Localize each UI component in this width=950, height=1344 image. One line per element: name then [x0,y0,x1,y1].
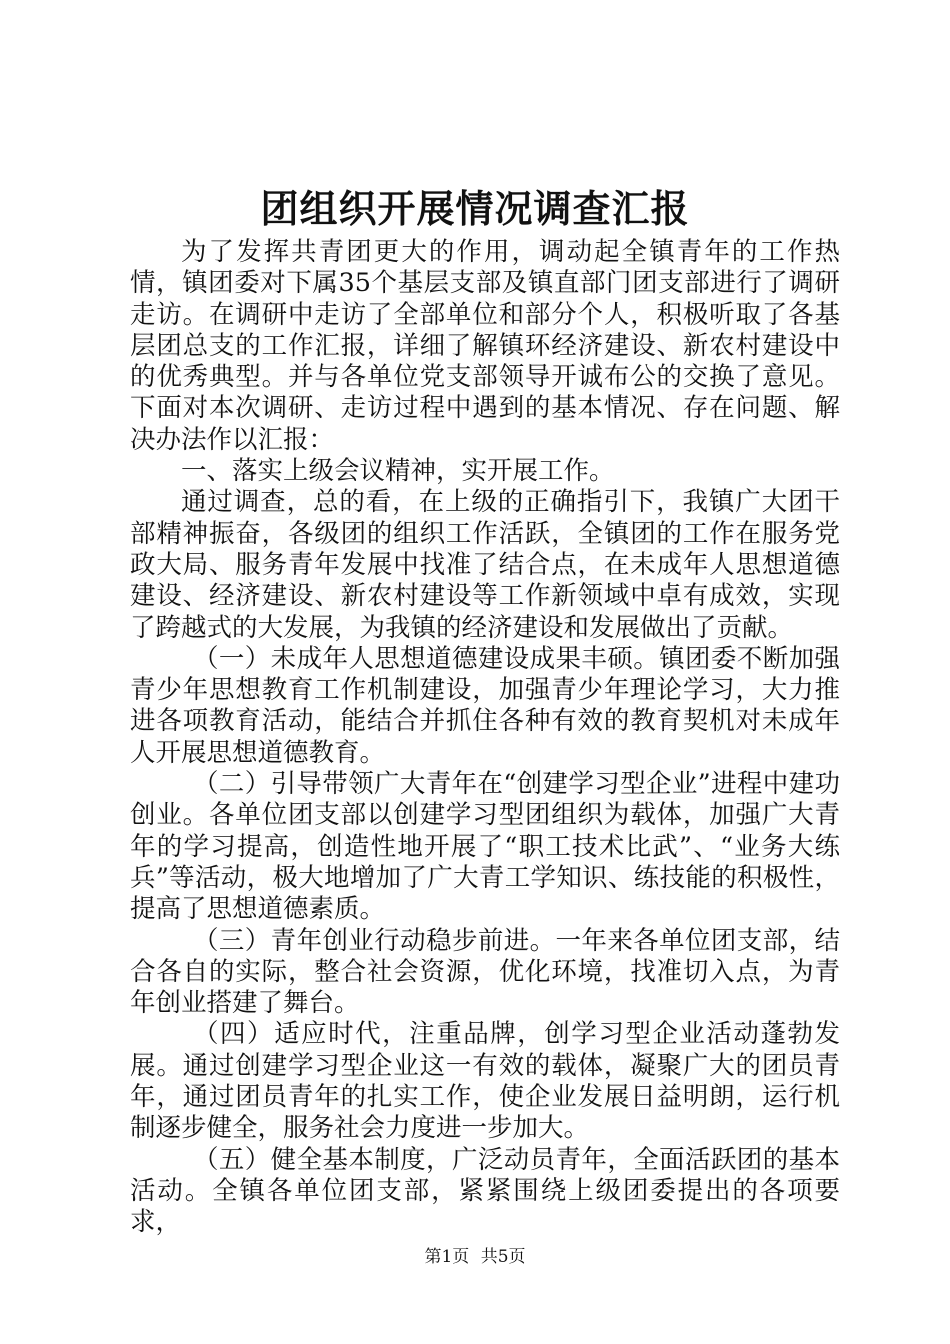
paragraph-item-2: （二）引导带领广大青年在“创建学习型企业”进程中建功创业。各单位团支部以创建学习型团组织为载体，加强广大青年的学习提高，创造性地开展了“职工技术比武”、“业务大练兵”等活动，极大地增加了广大青工学知识、练技能的积极性，提高了思想道德素质。 [130,769,840,925]
paragraph-item-4: （四）适应时代，注重品牌，创学习型企业活动蓬勃发展。通过创建学习型企业这一有效的载体，凝聚广大的团员青年，通过团员青年的扎实工作，使企业发展日益明朗，运行机制逐步健全，服务社会力度进一步加大。 [130,1019,840,1144]
document-title: 团组织开展情况调查汇报 [260,186,690,231]
section-heading-1: 一、落实上级会议精神，实开展工作。 [181,456,615,487]
page-number: 第1页 [424,1247,470,1267]
paragraph-intro: 为了发挥共青团更大的作用，调动起全镇青年的工作热情，镇团委对下属35个基层支部及镇直部门团支部进行了调研走访。在调研中走访了全部单位和部分个人，积极听取了各基层团总支的工作汇报，详细了解镇环经济建设、新农村建设中的优秀典型。并与各单位党支部领导开诚布公的交换了意见。下面对本次调研、走访过程中遇到的基本情况、存在问题、解决办法作以汇报： [130,237,840,455]
paragraph-item-3: （三）青年创业行动稳步前进。一年来各单位团支部，结合各自的实际，整合社会资源，优化环境，找准切入点，为青年创业搭建了舞台。 [130,925,840,1019]
paragraph-item-1: （一）未成年人思想道德建设成果丰硕。镇团委不断加强青少年思想教育工作机制建设，加强青少年理论学习，大力推进各项教育活动，能结合并抓住各种有效的教育契机对未成年人开展思想道德教育。 [130,643,840,768]
page-total: 共5页 [480,1247,526,1267]
page-footer [0,1246,950,1268]
paragraph-item-5: （五）健全基本制度，广泛动员青年，全面活跃团的基本活动。全镇各单位团支部，紧紧围绕上级团委提出的各项要求， [130,1144,840,1238]
paragraph-overview: 通过调查，总的看，在上级的正确指引下，我镇广大团干部精神振奋，各级团的组织工作活跃，全镇团的工作在服务党政大局、服务青年发展中找准了结合点，在未成年人思想道德建设、经济建设、新农村建设等工作新领域中卓有成效，实现了跨越式的大发展，为我镇的经济建设和发展做出了贡献。 [130,487,840,643]
document-body [130,237,840,1239]
